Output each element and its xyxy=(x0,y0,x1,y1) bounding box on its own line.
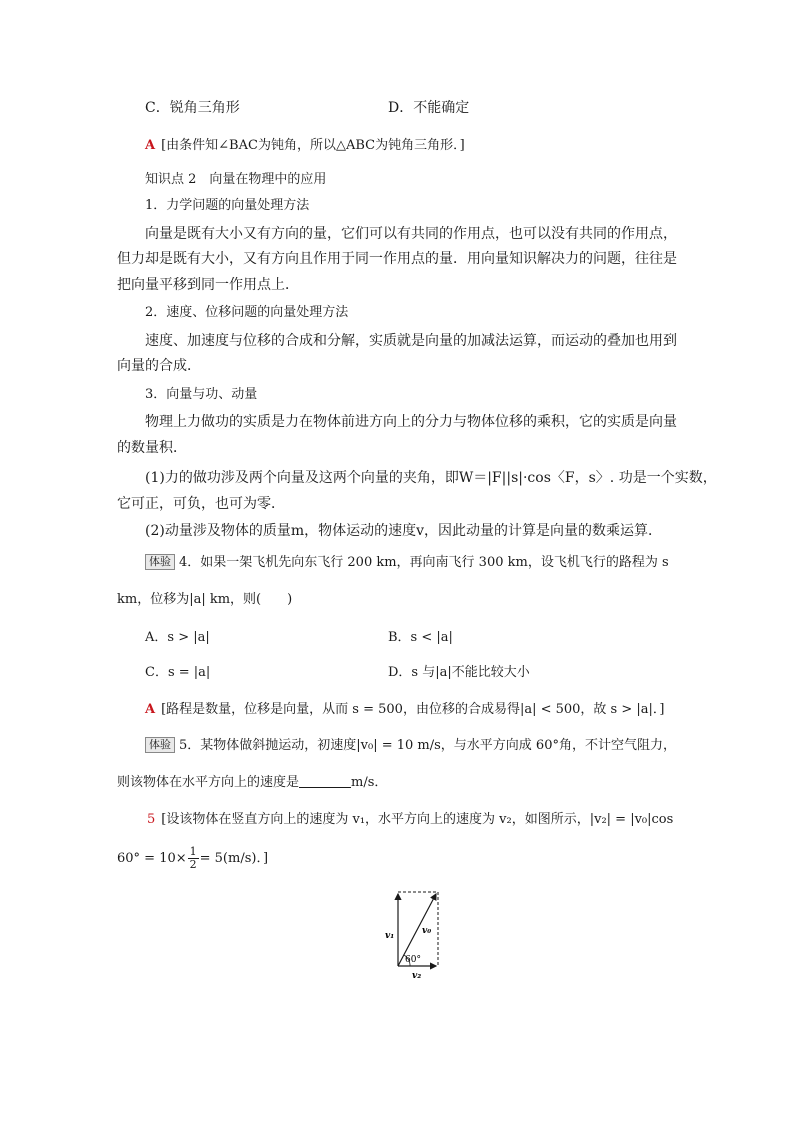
q5-text-1: 5．某物体做斜抛运动，初速度|v₀| = 10 m/s，与水平方向成 60°角，不计空气阻力， xyxy=(179,738,676,753)
kp2-title: 知识点 2 向量在物理中的应用 xyxy=(145,172,327,187)
s1-title: 1．力学问题的向量处理方法 xyxy=(145,198,310,213)
q4-answer xyxy=(145,700,664,720)
q5-answer-line-1 xyxy=(147,810,673,830)
q4-answer-letter: A xyxy=(145,702,156,717)
v0-label: v₀ xyxy=(422,926,432,936)
q5-answer-text-2a: 60° = 10× xyxy=(117,851,187,866)
s3-line-1: 物理上力做功的实质是力在物体前进方向上的分力与物体位移的乘积，它的实质是向量 xyxy=(145,414,677,430)
q5-answer-blank[interactable] xyxy=(299,773,351,788)
q4-line-2: km，位移为|a| km，则( ) xyxy=(117,592,293,607)
velocity-vector-figure xyxy=(380,882,450,982)
answer-letter: A xyxy=(145,138,156,153)
fraction-numerator: 1 xyxy=(189,845,197,858)
q5-label: 体验 xyxy=(145,737,175,753)
s3-title: 3．向量与功、动量 xyxy=(145,387,258,402)
p1-line-1: (1)力的做功涉及两个向量及这两个向量的夹角，即W＝|F||s|·cos〈F，s〉. 功是一个实数， xyxy=(145,470,717,486)
q5-answer-text-1: [设该物体在竖直方向上的速度为 v₁，水平方向上的速度为 v₂，如图所示，|v₂| = |v₀|cos xyxy=(161,812,674,827)
q5-answer-number: 5 xyxy=(147,812,156,827)
s2-line-1: 速度、加速度与位移的合成和分解，实质就是向量的加减法运算，而运动的叠加也用到 xyxy=(145,333,677,349)
p1-line-2: 它可正，可负，也可为零． xyxy=(117,496,285,512)
s1-line-1: 向量是既有大小又有方向的量，它们可以有共同的作用点，也可以没有共同的作用点， xyxy=(145,226,677,242)
v1-label: v₁ xyxy=(385,931,395,941)
answer-text: [由条件知∠BAC为钝角，所以△ABC为钝角三角形．] xyxy=(161,138,465,153)
answer-prev xyxy=(145,136,465,156)
s1-line-3: 把向量平移到同一作用点上． xyxy=(117,277,299,293)
q5-text-2b: m/s． xyxy=(351,775,388,790)
q5-text-2a: 则该物体在水平方向上的速度是 xyxy=(117,775,300,790)
p2-line: (2)动量涉及物体的质量m，物体运动的速度v，因此动量的计算是向量的数乘运算． xyxy=(145,523,663,539)
q5-answer-line-2 xyxy=(117,846,268,871)
q5-answer-text-2b: = 5(m/s)．] xyxy=(199,851,269,866)
q5-line-2 xyxy=(117,773,387,793)
s1-line-2: 但力却是既有大小，又有方向且作用于同一作用点的量．用向量知识解决力的问题，往往是 xyxy=(117,251,677,267)
s3-line-2: 的数量积． xyxy=(117,440,187,456)
fraction-denominator: 2 xyxy=(189,858,197,871)
q4-option-d: D．s 与|a|不能比较大小 xyxy=(388,665,530,680)
angle-label: 60° xyxy=(405,955,421,965)
q5-line-1 xyxy=(145,736,676,756)
q4-option-c: C．s = |a| xyxy=(145,665,211,680)
q4-answer-text: [路程是数量，位移是向量，从而 s = 500，由位移的合成易得|a| < 500，故 s > |a|．] xyxy=(161,702,665,717)
v2-label: v₂ xyxy=(412,971,422,981)
q4-option-a: A．s > |a| xyxy=(145,630,210,645)
q4-label: 体验 xyxy=(145,554,175,570)
option-c-prev: C．锐角三角形 xyxy=(145,100,240,116)
s2-title: 2．速度、位移问题的向量处理方法 xyxy=(145,305,349,320)
q4-line-1 xyxy=(145,553,669,573)
s2-line-2: 向量的合成． xyxy=(117,358,201,374)
q4-option-b: B．s < |a| xyxy=(388,630,453,645)
fraction xyxy=(188,846,199,871)
option-d-prev: D．不能确定 xyxy=(388,100,470,116)
q4-text-1: 4．如果一架飞机先向东飞行 200 km，再向南飞行 300 km，设飞机飞行的路程为 s xyxy=(179,555,669,570)
